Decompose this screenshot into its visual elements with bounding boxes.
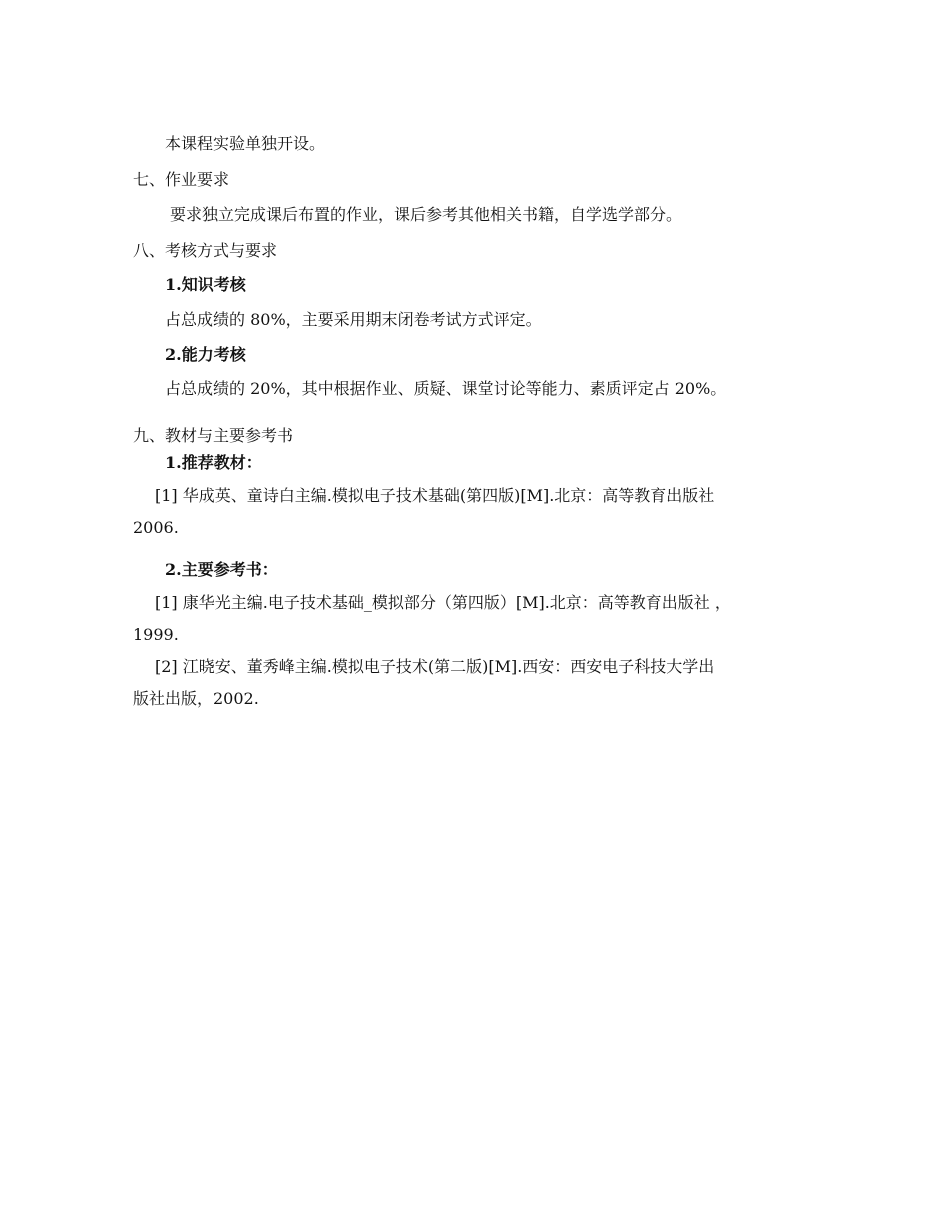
textbook-entry-line2: 2006. [133,518,179,537]
reference-entry-2-line2: 版社出版，2002. [133,689,259,708]
section-seven-body: 要求独立完成课后布置的作业，课后参考其他相关书籍，自学选学部分。 [170,205,683,224]
ability-assessment-title: 2.能力考核 [165,345,246,364]
section-six-body: 本课程实验单独开设。 [165,134,326,153]
ability-assessment-body: 占总成绩的 20%，其中根据作业、质疑、课堂讨论等能力、素质评定占 20%。 [165,379,727,398]
textbook-title: 1.推荐教材： [165,453,262,472]
knowledge-assessment-title: 1.知识考核 [165,275,246,294]
references-title: 2.主要参考书： [165,560,278,579]
reference-entry-1-line1: [1] 康华光主编.电子技术基础_模拟部分（第四版）[M].北京：高等教育出版社 ， [155,593,731,612]
reference-entry-1-line2: 1999. [133,625,179,644]
knowledge-assessment-body: 占总成绩的 80%，主要采用期末闭卷考试方式评定。 [165,310,542,329]
section-nine-title: 九、教材与主要参考书 [133,426,294,445]
section-seven-title: 七、作业要求 [133,170,230,189]
section-eight-title: 八、考核方式与要求 [133,241,278,260]
textbook-entry-line1: [1] 华成英、童诗白主编.模拟电子技术基础(第四版)[M].北京：高等教育出版社 [155,486,715,505]
reference-entry-2-line1: [2] 江晓安、董秀峰主编.模拟电子技术(第二版)[M].西安：西安电子科技大学出 [155,657,715,676]
